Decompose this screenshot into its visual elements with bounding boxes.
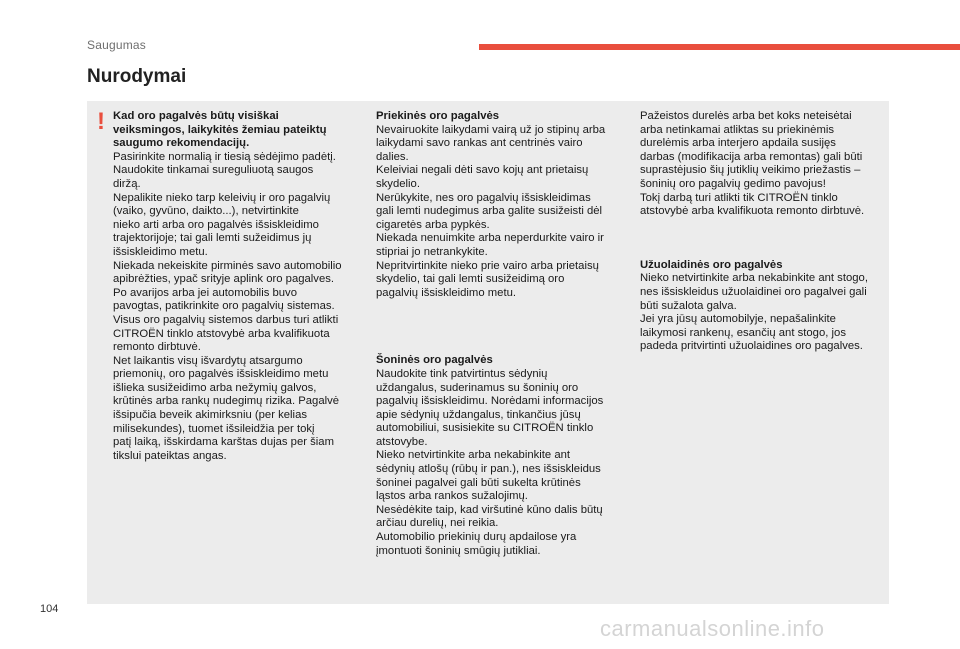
front-airbags-heading: Priekinės oro pagalvės — [376, 110, 500, 122]
right-column — [640, 110, 885, 354]
page-title: Nurodymai — [87, 66, 187, 87]
watermark: carmanualsonline.info — [600, 616, 825, 641]
doors-warning-body: Pažeistos durelės arba bet koks neteisėtai arba netinkamai atliktas su priekinėmis durelėmis arba interjero apdaila susijęs darbas (modifikacija arba remontas) gali būti suprastėjusio šių jutiklių veikimo priežastis – šoninių oro pagalvių gedimo pavojus! Tokį darbą turi atlikti tik CITROËN tinklo atstovybė arba kvalifikuota remonto dirbtuvė. — [640, 110, 865, 218]
curtain-airbags-heading: Užuolaidinės oro pagalvės — [640, 258, 783, 271]
section-label: Saugumas — [87, 38, 146, 52]
warning-body: Pasirinkite normalią ir tiesią sėdėjimo padėtį. Naudokite tinkamai sureguliuotą saugos diržą. Nepalikite nieko tarp keleivių ir oro pagalvių (vaiko, gyvūno, daikto...), netvirtinkite nieko arti arba oro pagalvės išsiskleidimo trajektorijoje; tai gali lemti sužeidimus jų išsiskleidimo metu. Niekada nekeiskite pirminės savo automobilio apibrėžties, ypač srityje aplink oro pagalves. Po avarijos arba jei automobilis buvo pavogtas, patikrinkite oro pagalvių sistemas. Visus oro pagalvių sistemos darbus turi atlikti CITROËN tinklo atstovybė arba kvalifikuota remonto dirbtuvė. Net laikantis visų išvardytų atsargumo priemonių, oro pagalvės išsiskleidimo metu išlieka susižeidimo arba nežymių galvos, krūtinės arba rankų nudegimų rizika. Pagalvė išsipučia beveik akimirksniu (per kelias milisekundes), tuomet išsileidžia per tokį patį laiką, išskirdama karštas dujas per šiam tikslui pateiktas angas. — [113, 150, 342, 462]
middle-column — [376, 110, 624, 558]
front-airbags-body: Nevairuokite laikydami vairą už jo stipinų arba laikydami savo rankas ant centrinės vairo dalies. Keleiviai negali dėti savo kojų ant prietaisų skydelio. Nerūkykite, nes oro pagalvių išsiskleidimas gali lemti nudegimus arba galite susižeisti dėl cigaretės arba pypkės. Niekada nenuimkite arba neperdurkite vairo ir stipriai jo netrankykite. Nepritvirtinkite nieko prie vairo arba prietaisų skydelio, tai gali lemti susižeidimą oro pagalvių išsiskleidimo metu. — [376, 123, 606, 299]
warning-heading: Kad oro pagalvės būtų visiškai veiksmingos, laikykitės žemiau pateiktų saugumo rekomendacijų. — [113, 110, 327, 150]
side-airbags-body: Naudokite tink patvirtintus sėdynių uždangalus, suderinamus su šoninių oro pagalvių išsiskleidimu. Norėdami informacijos apie sėdynių uždangalus, tinkančius jūsų automobiliui, susisiekite su CITROËN tinklo atstovybe. Nieko netvirtinkite arba nekabinkite ant sėdynių atlošų (rūbų ir pan.), nes išsiskleidus šoninei pagalvei gali būti sukelta krūtinės ląstos arba rankos sužalojimų. Nesėdėkite taip, kad viršutinė kūno dalis būtų arčiau durelių, nei reikia. Automobilio priekinių durų apdailose yra įmontuoti šoninių smūgių jutikliai. — [376, 367, 604, 557]
side-airbags-heading: Šoninės oro pagalvės — [376, 354, 493, 367]
page-number: 104 — [40, 603, 59, 615]
warning-column — [113, 110, 358, 463]
exclamation-warning-icon: ! — [97, 108, 105, 135]
header-accent-bar — [479, 44, 960, 50]
curtain-airbags-body: Nieko netvirtinkite arba nekabinkite ant stogo, nes išsiskleidus užuolaidinei oro pagalvei gali būti sužalota galva. Jei yra jūsų automobilyje, nepašalinkite laikymosi rankenų, esančių ant stogo, jos padeda pritvirtinti užuolaidines oro pagalves. — [640, 272, 868, 353]
